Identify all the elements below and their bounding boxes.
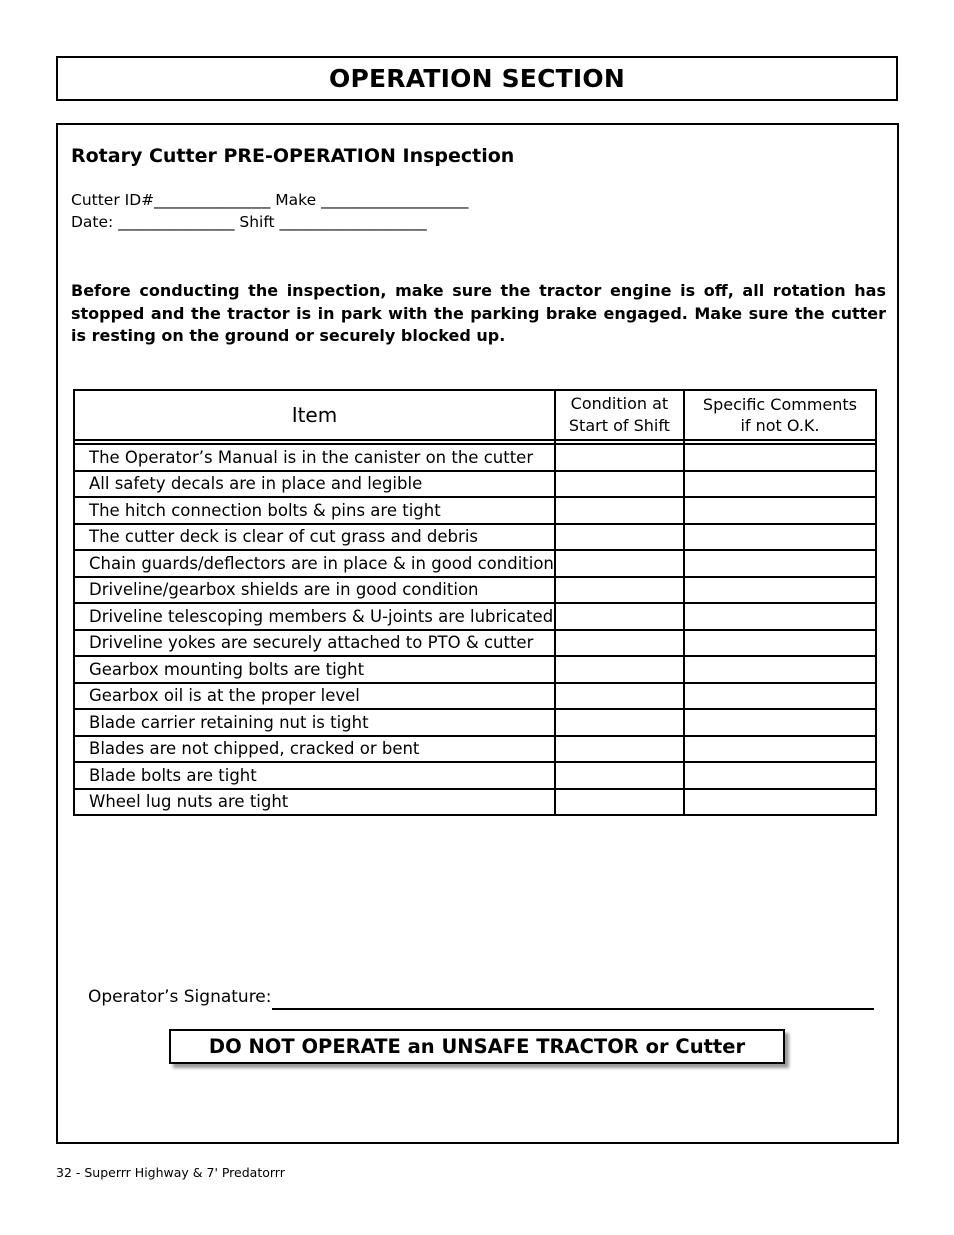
header-condition xyxy=(556,389,685,441)
condition-cell[interactable] xyxy=(556,631,685,658)
row-item: Gearbox oil is at the proper level xyxy=(73,684,556,711)
condition-cell[interactable] xyxy=(556,604,685,631)
table-row xyxy=(73,472,877,499)
condition-cell[interactable] xyxy=(556,498,685,525)
row-item: Blade carrier retaining nut is tight xyxy=(73,710,556,737)
table-header-row xyxy=(73,389,877,441)
comments-cell[interactable] xyxy=(685,763,877,790)
comments-cell[interactable] xyxy=(685,551,877,578)
comments-cell[interactable] xyxy=(685,631,877,658)
row-item: All safety decals are in place and legible xyxy=(73,472,556,499)
row-item: Driveline/gearbox shields are in good condition xyxy=(73,578,556,605)
table-row xyxy=(73,790,877,817)
row-item: The cutter deck is clear of cut grass and debris xyxy=(73,525,556,552)
table-row xyxy=(73,737,877,764)
header-condition-line1: Condition at xyxy=(570,394,669,413)
condition-cell[interactable] xyxy=(556,551,685,578)
header-comments xyxy=(685,389,877,441)
unsafe-warning-banner xyxy=(169,1029,785,1064)
table-row xyxy=(73,445,877,472)
comments-cell[interactable] xyxy=(685,472,877,499)
condition-cell[interactable] xyxy=(556,684,685,711)
table-row xyxy=(73,604,877,631)
table-row xyxy=(73,551,877,578)
condition-cell[interactable] xyxy=(556,737,685,764)
section-title: OPERATION SECTION xyxy=(329,64,625,93)
comments-cell[interactable] xyxy=(685,604,877,631)
comments-cell[interactable] xyxy=(685,790,877,817)
row-item: Blades are not chipped, cracked or bent xyxy=(73,737,556,764)
section-header xyxy=(56,56,898,101)
comments-cell[interactable] xyxy=(685,498,877,525)
header-item: Item xyxy=(73,389,556,441)
inspection-form-panel xyxy=(56,123,899,1144)
comments-cell[interactable] xyxy=(685,710,877,737)
safety-warning: Before conducting the inspection, make sure the tractor engine is off, all rotation has stopped and the tractor is in park with the parking brake engaged. Make sure the cutter is resting on the ground or securely blocked up. xyxy=(71,281,886,345)
condition-cell[interactable] xyxy=(556,525,685,552)
date-shift-fields: Date: _______________ Shift ___________________ xyxy=(71,213,427,231)
comments-cell[interactable] xyxy=(685,525,877,552)
row-item: Gearbox mounting bolts are tight xyxy=(73,657,556,684)
cutter-id-make-fields: Cutter ID#_______________ Make ___________________ xyxy=(71,191,469,209)
row-item: Wheel lug nuts are tight xyxy=(73,790,556,817)
header-condition-line2: Start of Shift xyxy=(568,416,670,435)
row-item: The hitch connection bolts & pins are tight xyxy=(73,498,556,525)
signature-line[interactable] xyxy=(272,1008,874,1010)
header-comments-line2: if not O.K. xyxy=(740,416,820,435)
condition-cell[interactable] xyxy=(556,445,685,472)
table-row xyxy=(73,684,877,711)
header-comments-line1: Specific Comments xyxy=(702,395,858,414)
condition-cell[interactable] xyxy=(556,578,685,605)
table-row xyxy=(73,710,877,737)
table-row xyxy=(73,525,877,552)
condition-cell[interactable] xyxy=(556,710,685,737)
row-item: The Operator’s Manual is in the canister on the cutter xyxy=(73,445,556,472)
row-item: Driveline telescoping members & U-joints are lubricated xyxy=(73,604,556,631)
signature-label: Operator’s Signature: xyxy=(88,987,272,1007)
table-row xyxy=(73,657,877,684)
row-item: Driveline yokes are securely attached to PTO & cutter xyxy=(73,631,556,658)
table-row xyxy=(73,631,877,658)
condition-cell[interactable] xyxy=(556,763,685,790)
table-row xyxy=(73,498,877,525)
unsafe-warning-text: DO NOT OPERATE an UNSAFE TRACTOR or Cutter xyxy=(208,1035,746,1058)
form-title: Rotary Cutter PRE-OPERATION Inspection xyxy=(71,145,515,167)
page-footer: 32 - Superrr Highway & 7' Predatorrr xyxy=(56,1165,285,1180)
comments-cell[interactable] xyxy=(685,657,877,684)
comments-cell[interactable] xyxy=(685,737,877,764)
inspection-table xyxy=(73,389,877,816)
table-row xyxy=(73,763,877,790)
row-item: Blade bolts are tight xyxy=(73,763,556,790)
condition-cell[interactable] xyxy=(556,790,685,817)
comments-cell[interactable] xyxy=(685,445,877,472)
condition-cell[interactable] xyxy=(556,657,685,684)
comments-cell[interactable] xyxy=(685,578,877,605)
comments-cell[interactable] xyxy=(685,684,877,711)
condition-cell[interactable] xyxy=(556,472,685,499)
table-row xyxy=(73,578,877,605)
row-item: Chain guards/deflectors are in place & in good condition xyxy=(73,551,556,578)
